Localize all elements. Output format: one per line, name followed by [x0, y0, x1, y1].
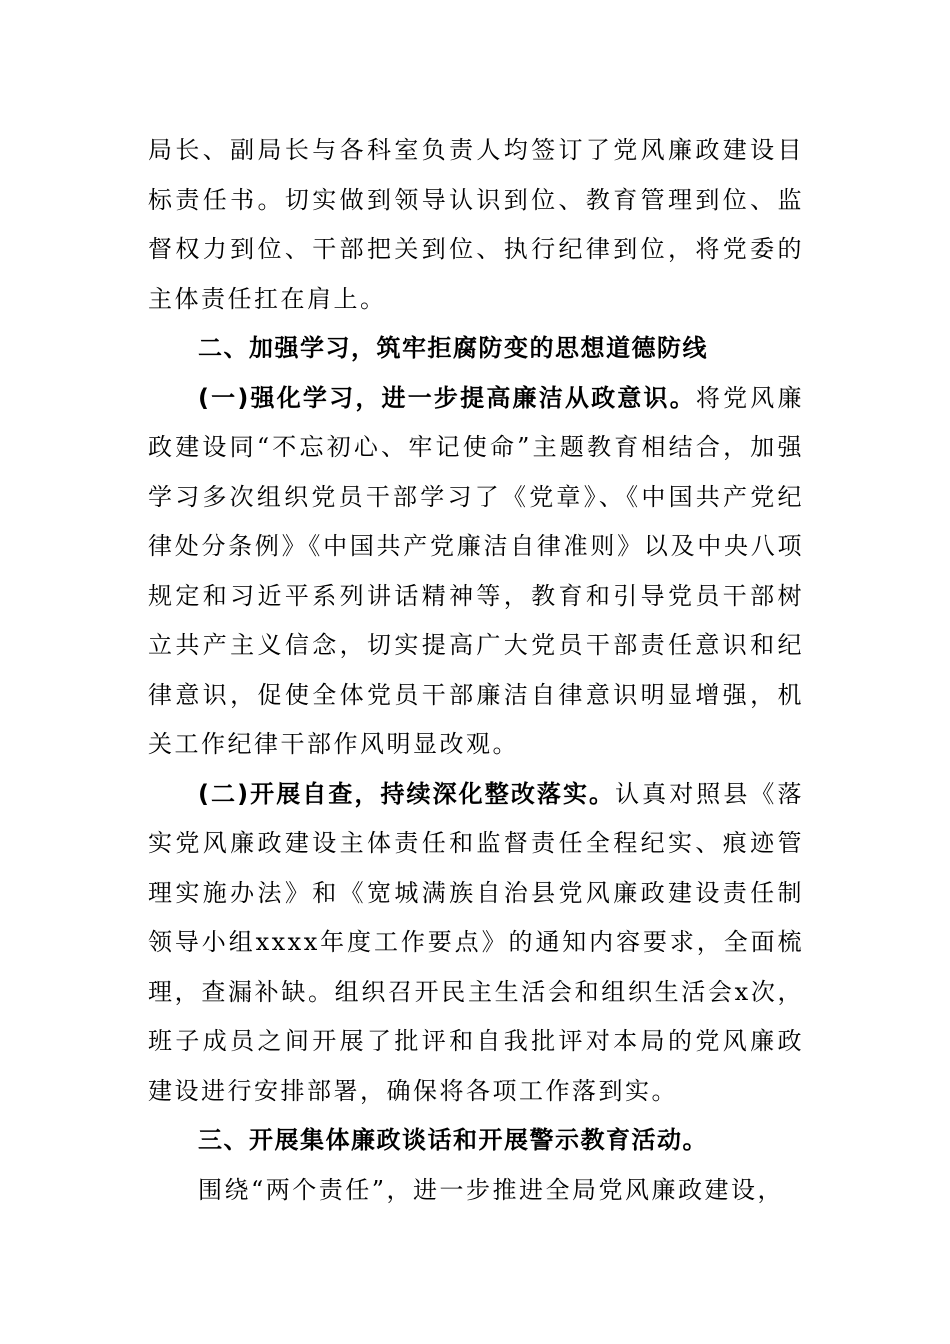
- section-heading-2: [148, 324, 804, 374]
- paragraph-text: 围绕“两个责任”，进一步推进全局党风廉政建设，: [198, 1175, 785, 1204]
- heading-text: 三、开展集体廉政谈话和开展警示教育活动。: [198, 1126, 708, 1154]
- document-body: [148, 126, 804, 1215]
- section-heading-3: [148, 1116, 804, 1166]
- paragraph-self-inspection: [148, 770, 804, 1117]
- paragraph-lead: (二)开展自查，持续深化整改落实。: [198, 779, 616, 808]
- paragraph-lead: (一)强化学习，进一步提高廉洁从政意识。: [198, 383, 696, 412]
- paragraph-two-responsibilities: [148, 1166, 804, 1216]
- paragraph-text: 局长、副局长与各科室负责人均签订了党风廉政建设目标责任书。切实做到领导认识到位、教育管理到位、监督权力到位、干部把关到位、执行纪律到位，将党委的主体责任扛在肩上。: [148, 136, 804, 313]
- paragraph-text: 认真对照县《落实党风廉政建设主体责任和监督责任全程纪实、痕迹管理实施办法》和《宽城满族自治县党风廉政建设责任制领导小组xxxx年度工作要点》的通知内容要求，全面梳理，查漏补缺。组织召开民主生活会和组织生活会x次，班子成员之间开展了批评和自我批评对本局的党风廉政建设进行安排部署，确保将各项工作落到实。: [148, 779, 805, 1105]
- paragraph-text: 将党风廉政建设同“不忘初心、牢记使命”主题教育相结合，加强学习多次组织党员干部学习了《党章》、《中国共产党纪律处分条例》《中国共产党廉洁自律准则》以及中央八项规定和习近平系列讲话精神等，教育和引导党员干部树立共产主义信念，切实提高广大党员干部责任意识和纪律意识，促使全体党员干部廉洁自律意识明显增强，机关工作纪律干部作风明显改观。: [148, 383, 805, 758]
- paragraph-responsibility-book: [148, 126, 804, 324]
- paragraph-strengthen-study: [148, 374, 804, 770]
- heading-text: 二、加强学习，筑牢拒腐防变的思想道德防线: [198, 334, 708, 362]
